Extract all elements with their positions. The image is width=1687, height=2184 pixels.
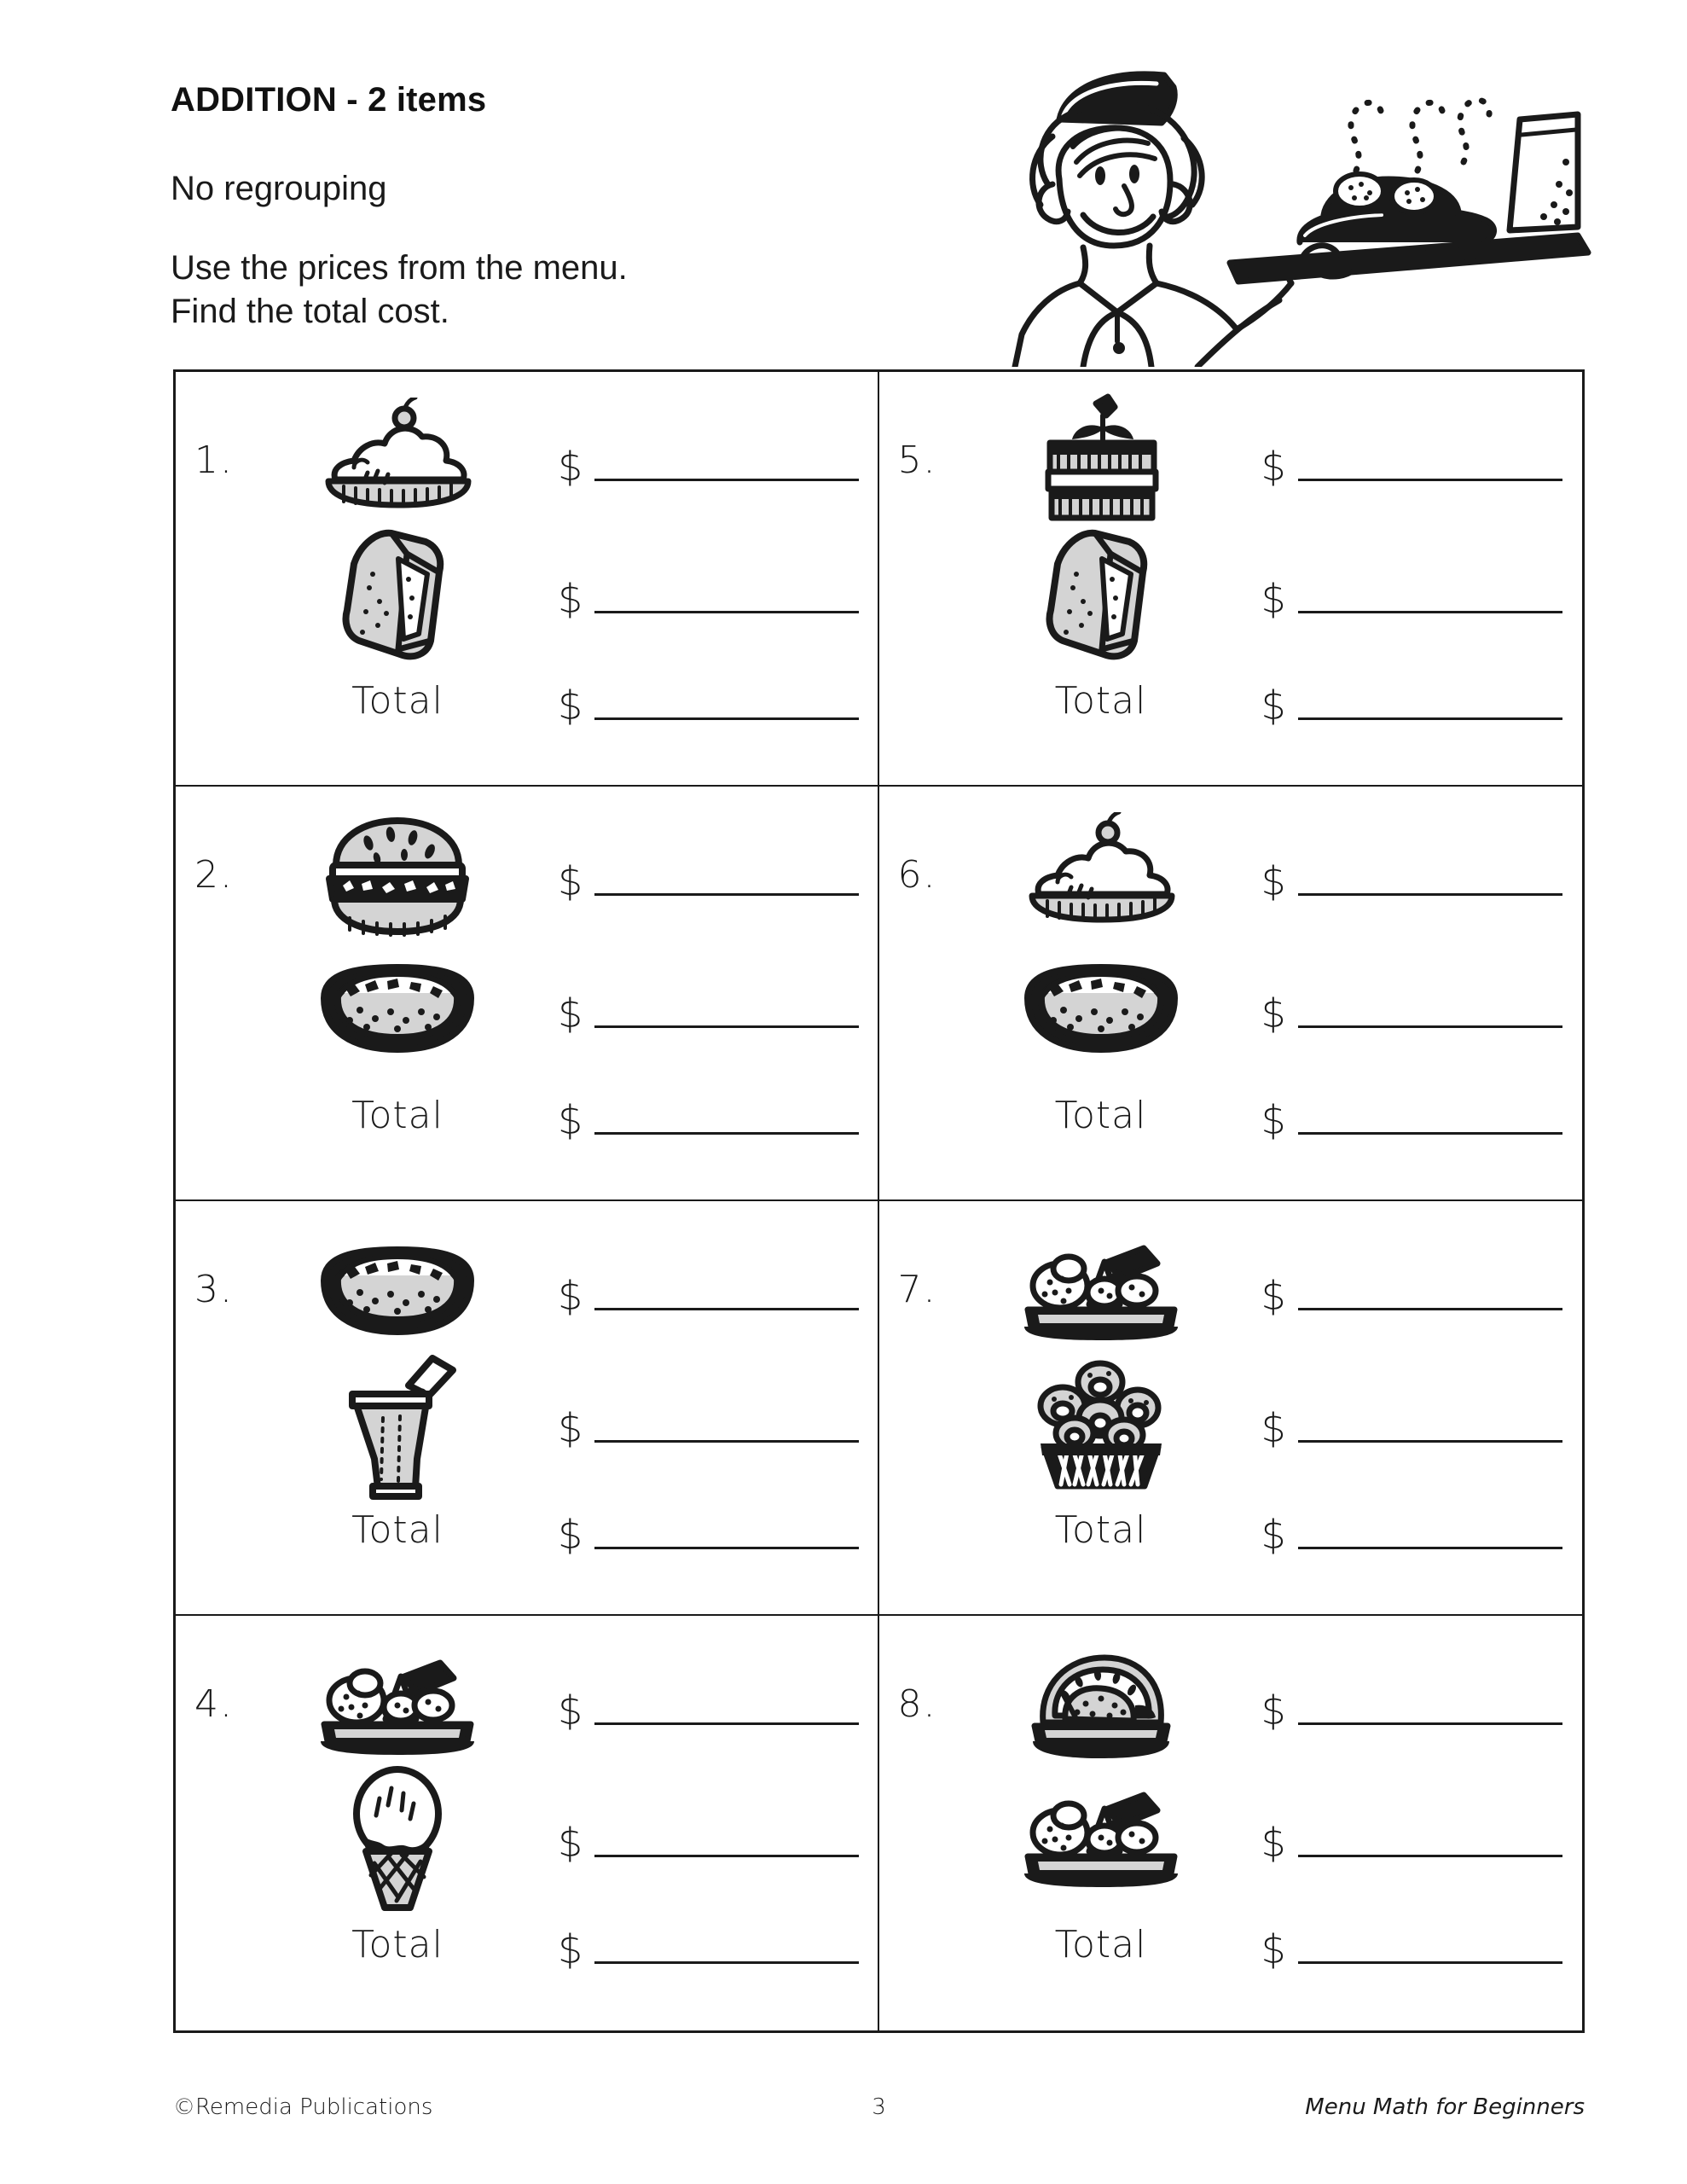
dollar-sign-icon: $ [1261,1512,1286,1558]
dollar-sign-icon: $ [1261,858,1286,904]
footer-copyright: ©Remedia Publications [173,2094,433,2120]
total-answer-slot[interactable] [1261,1095,1586,1143]
item-row [176,1774,878,1902]
price-answer-slot[interactable] [558,1818,882,1866]
total-row [879,1491,1583,1568]
dollar-sign-icon: $ [1261,682,1286,729]
item-row [879,398,1583,526]
problem-number: 8. [897,1682,937,1726]
dollar-sign-icon: $ [1261,1273,1286,1319]
price-answer-blank[interactable] [1298,1697,1562,1725]
total-answer-blank[interactable] [594,692,859,720]
item-row [879,530,1583,658]
problem-cell-6 [879,787,1583,1201]
total-label: Total [1054,1093,1147,1137]
dollar-sign-icon: $ [1261,1405,1286,1451]
dollar-sign-icon: $ [1261,1097,1286,1143]
price-answer-slot[interactable] [558,1271,882,1319]
hotdog-icon [960,957,1242,1060]
price-answer-slot[interactable] [558,442,882,490]
sandwich-icon [960,520,1242,669]
total-row [176,662,878,739]
hotdog-icon [257,957,538,1060]
price-answer-slot[interactable] [558,574,882,622]
soda-glass-icon [257,1346,538,1500]
total-answer-blank[interactable] [1298,1107,1562,1135]
total-row [176,1491,878,1568]
price-answer-blank[interactable] [594,1282,859,1310]
price-answer-blank[interactable] [594,1829,859,1857]
total-answer-blank[interactable] [1298,692,1562,720]
sandwich-icon [257,520,538,669]
cake-slice-icon [960,393,1242,530]
total-row [879,662,1583,739]
total-row [879,1077,1583,1153]
price-answer-blank[interactable] [1298,1000,1562,1028]
hamburger-icon [257,812,538,940]
problem-cell-1 [176,372,879,787]
item-row [176,398,878,526]
total-answer-slot[interactable] [1261,1510,1586,1558]
problem-number: 1. [194,439,234,482]
total-row [176,1077,878,1153]
total-answer-slot[interactable] [1261,1925,1586,1972]
problem-number: 6. [897,853,937,897]
price-answer-blank[interactable] [1298,868,1562,896]
total-label: Total [1054,678,1147,723]
total-answer-blank[interactable] [594,1521,859,1549]
item-row [879,1641,1583,1769]
dollar-sign-icon: $ [558,1926,583,1972]
price-answer-blank[interactable] [1298,585,1562,613]
price-answer-blank[interactable] [1298,1282,1562,1310]
total-label: Total [1054,1922,1147,1966]
roast-chicken-plate-icon [960,1644,1242,1768]
dollar-sign-icon: $ [558,1405,583,1451]
dollar-sign-icon: $ [558,576,583,622]
pie-sundae-icon [960,812,1242,940]
total-answer-slot[interactable] [558,1095,882,1143]
subtitle-no-regrouping: No regrouping [171,170,387,207]
price-answer-slot[interactable] [1261,989,1586,1037]
problem-number: 3. [194,1268,234,1311]
dollar-sign-icon: $ [1261,576,1286,622]
price-answer-slot[interactable] [558,989,882,1037]
price-answer-slot[interactable] [1261,857,1586,904]
dollar-sign-icon: $ [1261,1687,1286,1734]
instruction-line-2: Find the total cost. [171,293,449,331]
price-answer-slot[interactable] [558,1403,882,1451]
problem-cell-3 [176,1201,879,1616]
price-answer-slot[interactable] [558,857,882,904]
salad-plate-icon [257,1653,538,1759]
total-label: Total [351,1922,443,1966]
price-answer-slot[interactable] [1261,442,1586,490]
total-answer-blank[interactable] [1298,1521,1562,1549]
total-label: Total [1054,1507,1147,1552]
item-row [176,1227,878,1355]
problem-cell-4 [176,1616,879,2030]
price-answer-slot[interactable] [1261,574,1586,622]
item-row [879,812,1583,940]
price-answer-slot[interactable] [1261,1818,1586,1866]
instruction-line-1: Use the prices from the menu. [171,249,628,288]
item-row [879,1774,1583,1902]
total-answer-blank[interactable] [594,1936,859,1964]
item-row [176,944,878,1072]
dollar-sign-icon: $ [1261,1820,1286,1866]
price-answer-blank[interactable] [1298,453,1562,481]
price-answer-slot[interactable] [1261,1686,1586,1734]
dollar-sign-icon: $ [558,990,583,1037]
ice-cream-cone-icon [257,1761,538,1914]
total-label: Total [351,1507,443,1552]
dollar-sign-icon: $ [558,444,583,490]
price-answer-slot[interactable] [1261,1403,1586,1451]
total-answer-slot[interactable] [558,681,882,729]
dollar-sign-icon: $ [558,1687,583,1734]
waitress-with-tray-illustration [981,34,1603,367]
footer [173,2094,1585,2120]
dollar-sign-icon: $ [558,1820,583,1866]
hotdog-icon [257,1240,538,1342]
item-row [176,530,878,658]
dollar-sign-icon: $ [558,1512,583,1558]
problem-grid [173,369,1585,2033]
item-row [879,1227,1583,1355]
item-row [879,1359,1583,1487]
price-answer-blank[interactable] [1298,1829,1562,1857]
dollar-sign-icon: $ [558,1097,583,1143]
page-title: ADDITION - 2 items [171,81,487,119]
price-answer-slot[interactable] [558,1686,882,1734]
dollar-sign-icon: $ [1261,444,1286,490]
problem-number: 5. [897,439,937,482]
dollar-sign-icon: $ [1261,1926,1286,1972]
salad-plate-icon [960,1785,1242,1891]
pie-sundae-icon [257,398,538,526]
total-label: Total [351,678,443,723]
price-answer-blank[interactable] [594,585,859,613]
price-answer-slot[interactable] [1261,1271,1586,1319]
dollar-sign-icon: $ [558,858,583,904]
problem-cell-5 [879,372,1583,787]
onion-rings-basket-icon [960,1353,1242,1494]
item-row [176,1641,878,1769]
total-row [176,1906,878,1983]
price-answer-blank[interactable] [594,453,859,481]
dollar-sign-icon: $ [1261,990,1286,1037]
total-answer-blank[interactable] [1298,1936,1562,1964]
price-answer-blank[interactable] [594,1697,859,1725]
total-row [879,1906,1583,1983]
problem-number: 4. [194,1682,234,1726]
problem-number: 7. [897,1268,937,1311]
price-answer-blank[interactable] [594,868,859,896]
price-answer-blank[interactable] [594,1000,859,1028]
item-row [879,944,1583,1072]
total-label: Total [351,1093,443,1137]
item-row [176,812,878,940]
salad-plate-icon [960,1238,1242,1345]
dollar-sign-icon: $ [558,682,583,729]
problem-cell-8 [879,1616,1583,2030]
price-answer-blank[interactable] [594,1414,859,1443]
total-answer-slot[interactable] [1261,681,1586,729]
problem-cell-2 [176,787,879,1201]
total-answer-slot[interactable] [558,1925,882,1972]
item-row [176,1359,878,1487]
header [171,81,938,334]
dollar-sign-icon: $ [558,1273,583,1319]
book-title: Menu Math for Beginners [1305,2094,1585,2120]
problem-cell-7 [879,1201,1583,1616]
page-number: 3 [872,2094,886,2120]
price-answer-blank[interactable] [1298,1414,1562,1443]
problem-number: 2. [194,853,234,897]
total-answer-slot[interactable] [558,1510,882,1558]
total-answer-blank[interactable] [594,1107,859,1135]
